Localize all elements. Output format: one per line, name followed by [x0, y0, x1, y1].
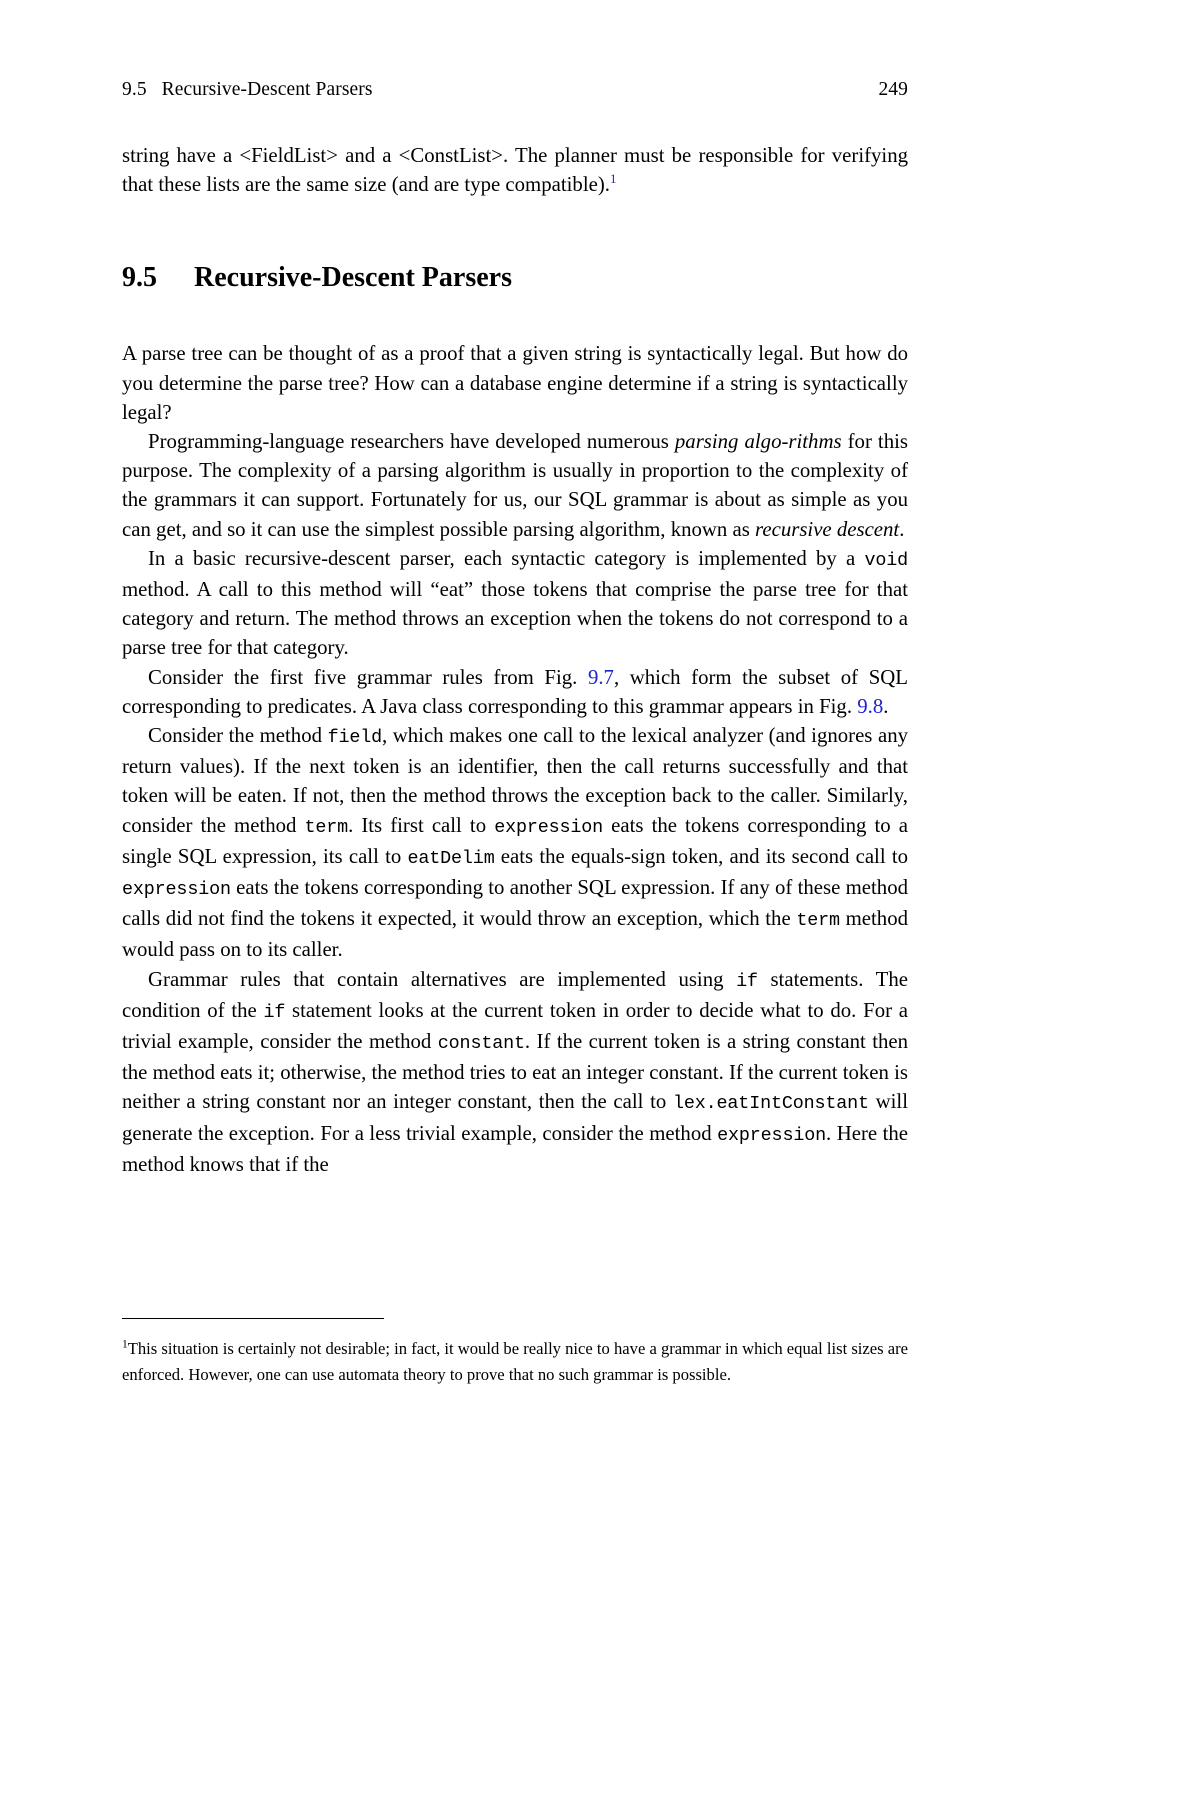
footnote-text: This situation is certainly not desirable; in fact, it would be really nice to have a grammar in which equal list sizes are enforced. However, one can use automata theory to prove that no such grammar is possible. [122, 1339, 908, 1384]
paragraph [122, 339, 908, 427]
code-term: void [864, 549, 908, 571]
figure-cross-reference-link[interactable]: 9.7 [587, 665, 614, 689]
paragraph [122, 721, 908, 965]
body-text: will generate the exception. For a less trivial example, consider the method [122, 1090, 908, 1145]
running-head [122, 78, 908, 102]
body-text: method would pass on to its caller. [122, 907, 908, 962]
section-heading [122, 261, 908, 295]
body-text: Consider the first five grammar rules from Fig. [148, 665, 588, 689]
footnote-area [122, 1318, 908, 1387]
emphasis-text: parsing algo‐rithms [674, 430, 842, 454]
body-text: statements. The condition of the [122, 967, 908, 1022]
paragraph [122, 544, 908, 663]
paragraph [122, 965, 908, 1179]
code-term: if [263, 1001, 286, 1023]
figure-cross-reference-link[interactable]: 9.8 [857, 694, 884, 718]
body-text: , which makes one call to the lexical analyzer (and ignores any return values). If the next token is an identifier, then the call returns successfully and that token will be eaten. If not, then the method throws the exception back to the caller. Similarly, consider the method [122, 724, 908, 837]
body-text: In a basic recursive-descent parser, each syntactic category is implemented by a [148, 546, 865, 570]
body-text: . Its first call to [348, 813, 495, 837]
section-number: 9.5 [122, 262, 157, 294]
body-text: . [899, 517, 905, 541]
body-text: statement looks at the current token in order to decide what to do. For a trivial example, consider the method [122, 998, 908, 1054]
body-text: A parse tree can be thought of as a proof that a given string is syntactically legal. But how do you determine the parse tree? How can a database engine determine if a string is syntactically legal? [122, 342, 908, 424]
body-text: method. A call to this method will “eat” those tokens that comprise the parse tree for that category and return. The method throws an exception when the tokens do not correspond to a parse tree for that category. [122, 578, 908, 660]
body-text: . [883, 694, 889, 718]
body-text: . Here the method knows that if the [122, 1121, 908, 1176]
paragraph [122, 663, 908, 721]
section-body [122, 339, 908, 1179]
code-term: expression [494, 816, 604, 838]
paragraph [122, 427, 908, 544]
footnote-reference-marker[interactable]: 1 [609, 171, 617, 187]
body-text: Programming-language researchers have developed numerous [148, 430, 675, 454]
body-text: eats the tokens corresponding to a single SQL expression, its call to [122, 813, 908, 868]
body-text: . If the current token is a string constant then the method eats it; otherwise, the method tries to eat an integer constant. If the current token is neither a string constant nor an integer constant, then the call to [122, 1030, 909, 1114]
continued-paragraph-text: string have a <FieldList> and a <ConstList>. The planner must be responsible for verifying that these lists are the same size (and are type compatible). [122, 144, 908, 197]
section-title: Recursive-Descent Parsers [194, 262, 512, 294]
code-term: term [304, 816, 349, 838]
footnote-number: 1 [122, 1338, 128, 1351]
body-text: Grammar rules that contain alternatives are implemented using [148, 967, 737, 991]
code-term: lex.eatIntConstant [672, 1093, 869, 1115]
code-term: field [327, 727, 382, 749]
continued-paragraph [122, 141, 908, 199]
code-term: term [796, 910, 840, 932]
page-number: 249 [878, 79, 908, 100]
code-term: expression [717, 1124, 826, 1146]
body-text: eats the equals-sign token, and its second call to [494, 844, 908, 868]
footnote-separator-rule [122, 1318, 384, 1319]
code-term: constant [437, 1033, 525, 1055]
code-term: expression [122, 879, 231, 901]
code-term: eatDelim [407, 847, 495, 869]
footnote [122, 1336, 908, 1387]
body-text: for this purpose. The complexity of a parsing algorithm is usually in proportion to the complexity of the grammars it can support. Fortunately for us, our SQL grammar is about as simple as you can get, and so it can use the simplest possible parsing algorithm, known as [122, 430, 908, 541]
body-text: eats the tokens corresponding to another SQL expression. If any of these method calls did not find the tokens it expected, it would throw an exception, which the [122, 876, 908, 931]
page-content-column [122, 0, 908, 1179]
body-text: , which form the subset of SQL corresponding to predicates. A Java class corresponding to this grammar appears in Fig. [122, 665, 908, 718]
code-term: if [736, 970, 758, 992]
running-head-title: 9.5 Recursive-Descent Parsers [122, 79, 373, 100]
body-text: Consider the method [148, 724, 328, 748]
emphasis-text: recursive descent [755, 517, 900, 541]
